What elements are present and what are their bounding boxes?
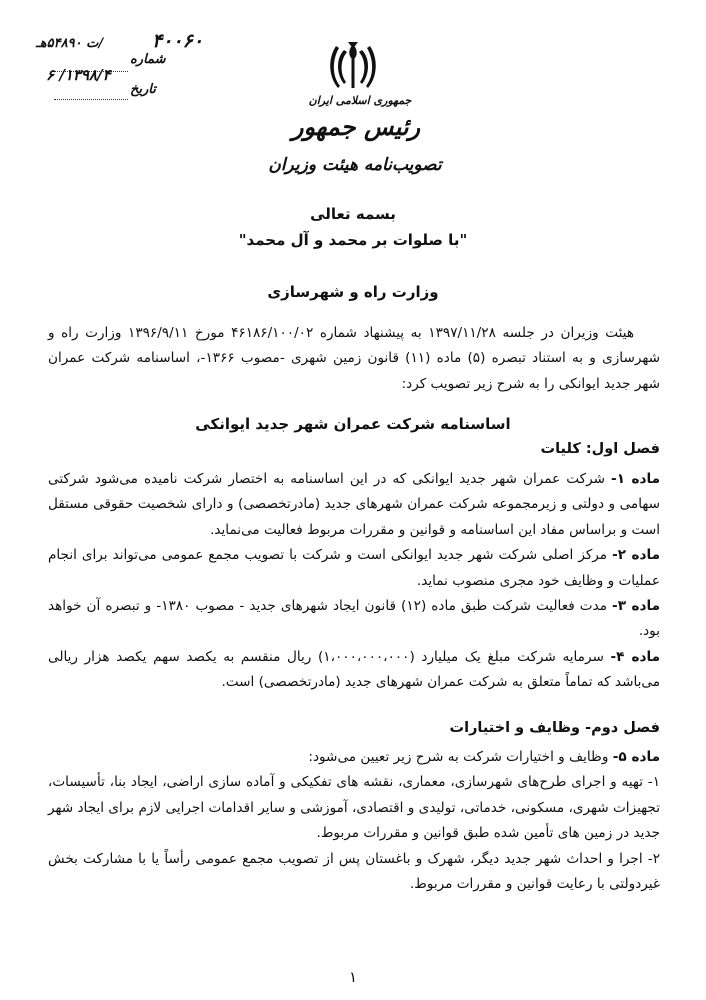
article-text: مرکز اصلی شرکت شهر جدید ایوانکی است و شرکت با تصویب مجمع عمومی می‌تواند برای انجام عملیات و وظایف خود مجری منصوب نماید. bbox=[48, 547, 660, 589]
article-label: ماده ۳- bbox=[612, 598, 660, 615]
intro-paragraph bbox=[48, 321, 660, 397]
salawat: "با صلوات بر محمد و آل محمد" bbox=[238, 231, 468, 249]
article-text: مدت فعالیت شرکت طبق ماده (۱۲) قانون ایجاد شهرهای جدید - مصوب ۱۳۸۰- و تبصره آن خواهد بود. bbox=[48, 598, 660, 640]
article-text: شرکت عمران شهر جدید ایوانکی که در این اساسنامه به اختصار شرکت نامیده می‌شود شرکتی سهامی و دولتی و زیرمجموعه شرکت عمران شهرهای جدید (مادرتخصصی) و دارای شخصیت حقوقی مستقل است و براساس مفاد این اساسنامه و قوانین و مقررات مربوط فعالیت می‌نماید. bbox=[48, 471, 660, 538]
article-label: ماده ۴- bbox=[610, 648, 660, 665]
article-3 bbox=[48, 594, 660, 645]
article-1 bbox=[48, 467, 660, 543]
article-2 bbox=[48, 543, 660, 594]
letter-date-line bbox=[54, 98, 128, 100]
list-item: ۲- اجرا و احداث شهر جدید دیگر، شهرک و باغستان پس از تصویب مجمع عمومی رأساً یا با مشارکت بخش غیردولتی با رعایت قوانین و مقررات مربوط. bbox=[48, 850, 660, 893]
republic-name: جمهوری اسلامی ایران bbox=[308, 94, 412, 107]
page-number: ۱ bbox=[348, 968, 358, 986]
letter-number-label: شماره bbox=[130, 52, 166, 67]
basmala: بسمه تعالی bbox=[310, 205, 396, 223]
chapter-2-articles bbox=[48, 745, 660, 897]
letter-number: ۴۰۰۶۰ bbox=[152, 30, 204, 52]
letter-date-label: تاریخ bbox=[130, 82, 156, 97]
statute-title: اساسنامه شرکت عمران شهر جدید ایوانکی bbox=[195, 415, 511, 433]
decree-type: تصویب‌نامه هیئت وزیران bbox=[268, 155, 442, 175]
article-text: سرمایه شرکت مبلغ یک میلیارد (۱،۰۰۰،۰۰۰،۰۰۰) ریال منقسم به یکصد سهم یکصد هزار ریالی می‌باشد که تماماً متعلق به شرکت عمران شهرهای جدید (مادرتخصصی) است. bbox=[48, 648, 660, 691]
article-label: ماده ۵- bbox=[612, 749, 660, 765]
chapter-1-articles bbox=[48, 467, 660, 696]
chapter-2-heading: فصل دوم- وظایف و اختیارات bbox=[449, 720, 660, 736]
reference-code: /ت ۵۴۸۹۰هـ bbox=[36, 36, 104, 51]
article-label: ماده ۲- bbox=[612, 547, 660, 564]
list-item: ۱- تهیه و اجرای طرح‌های شهرسازی، معماری، نقشه های تفکیکی و آماده سازی اراضی، ایجاد بنا، تأسیسات، تجهیزات شهری، مسکونی، خدماتی، تولیدی و اقتصادی، آموزشی و سایر اقدامات اجرایی لازم برای ایجاد شهر جدید در زمین های تأمین شده طبق قوانین و مقررات مربوط. bbox=[48, 774, 660, 842]
article-text: وظایف و اختیارات شرکت به شرح زیر تعیین می‌شود: bbox=[308, 749, 613, 765]
article-4 bbox=[48, 645, 660, 696]
intro-text: هیئت وزیران در جلسه ۱۳۹۷/۱۱/۲۸ به پیشنهاد شماره ۴۶۱۸۶/۱۰۰/۰۲ مورخ ۱۳۹۶/۹/۱۱ وزارت راه و شهرسازی و به استناد تبصره (۵) ماده (۱۱) قانون زمین شهری -مصوب ۱۳۶۶-، اساسنامه شرکت عمران شهر جدید ایوانکی را به شرح زیر تصویب کرد: bbox=[48, 325, 660, 392]
president-title: رئیس جمهور bbox=[291, 112, 421, 141]
article-label: ماده ۱- bbox=[611, 471, 660, 487]
article-5 bbox=[48, 745, 660, 770]
chapter-1-heading: فصل اول: کلیات bbox=[540, 441, 660, 457]
iran-emblem-icon bbox=[328, 40, 378, 92]
ministry-name: وزارت راه و شهرسازی bbox=[267, 283, 439, 301]
letter-date: ۱۳۹۸/۴/ ۶ bbox=[46, 66, 111, 84]
